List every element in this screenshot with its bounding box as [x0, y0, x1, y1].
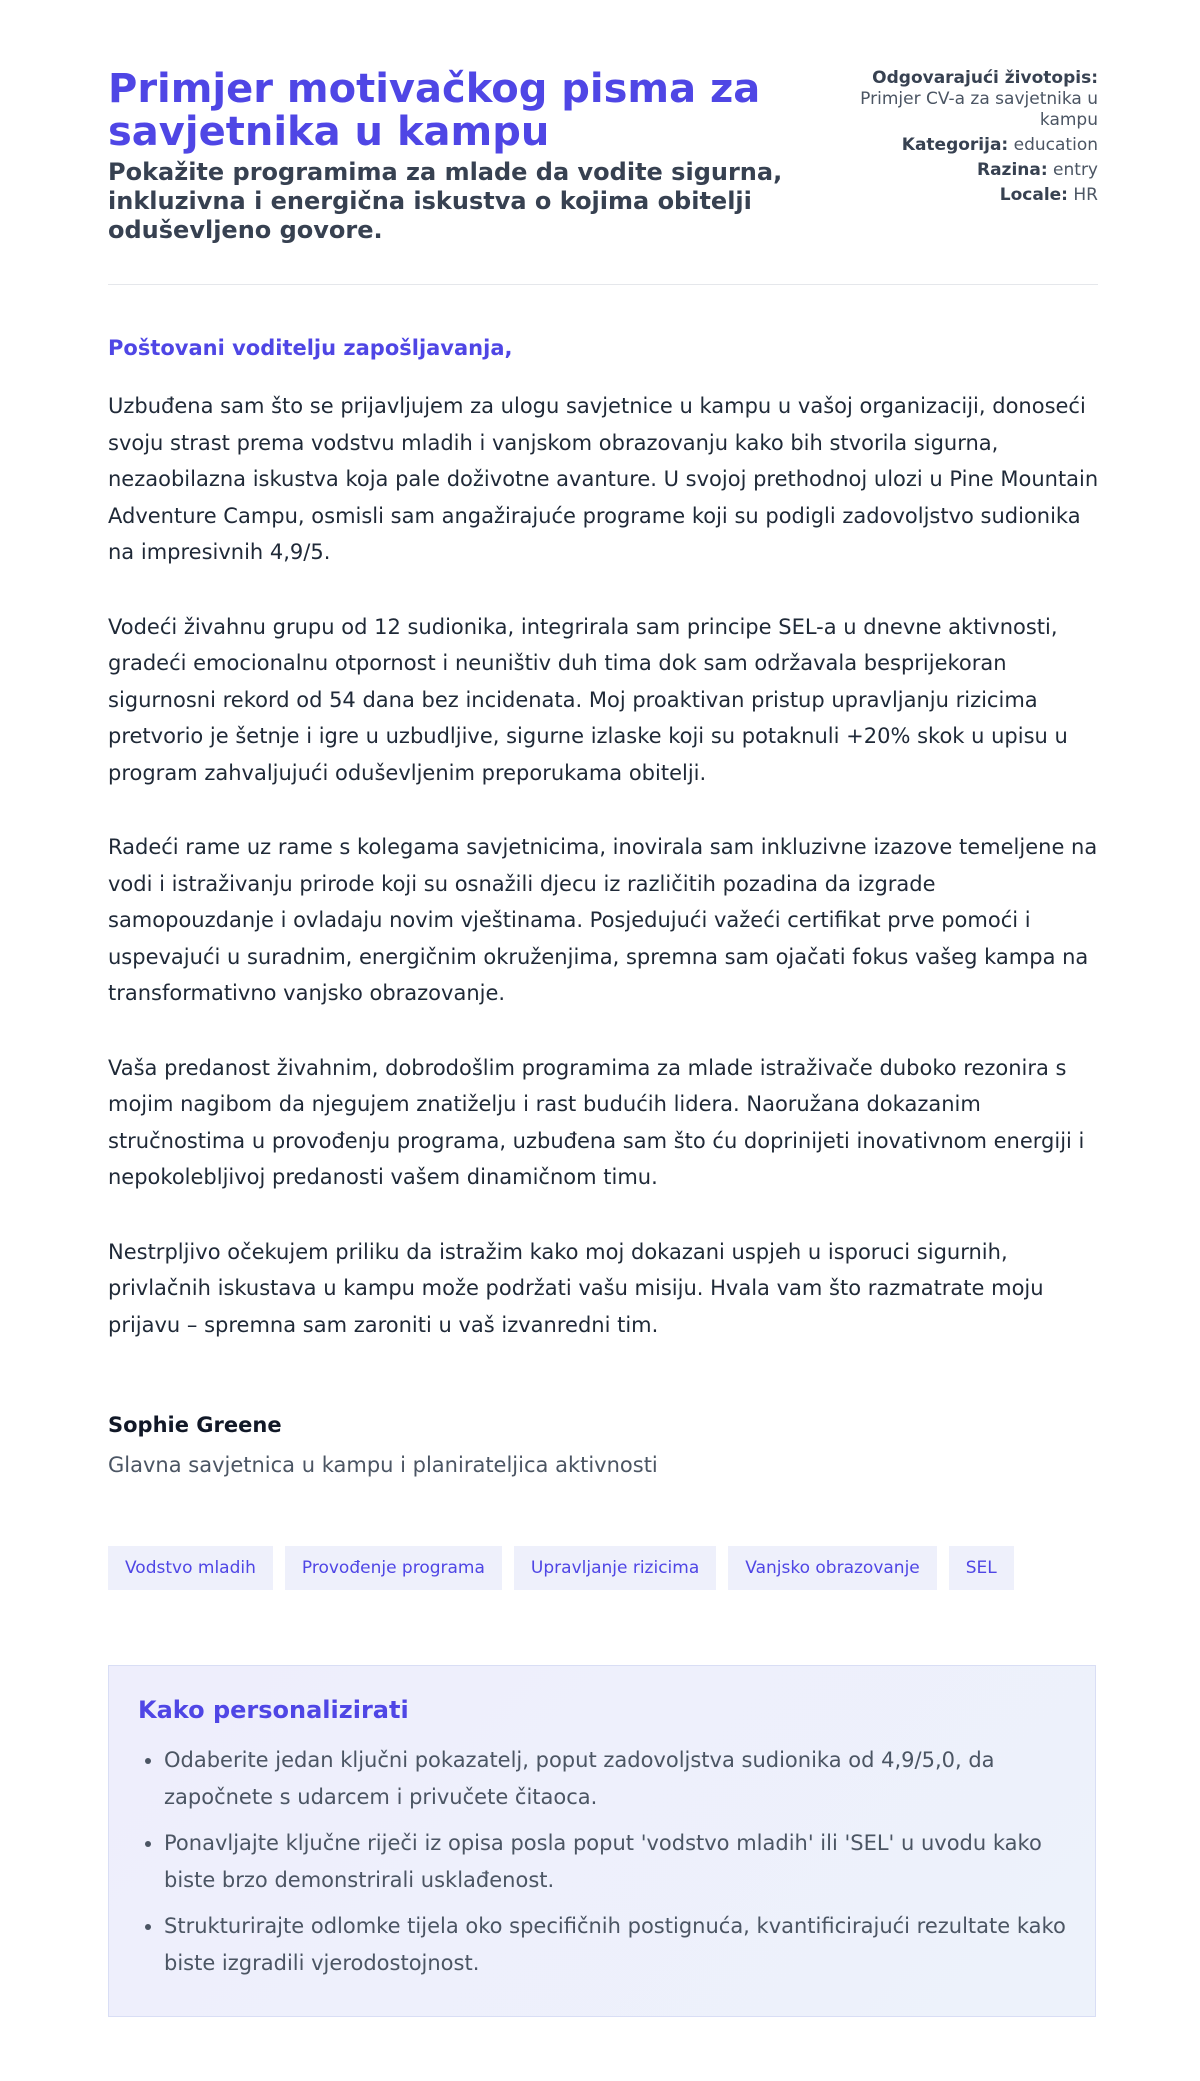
signature-block: [108, 1413, 658, 1477]
skill-tag: Vanjsko obrazovanje: [728, 1546, 936, 1590]
meta-cv-value: Primjer CV-a za savjetnika u kampu: [860, 89, 1098, 130]
personalization-tips-box: [108, 1665, 1096, 2017]
header-divider: [108, 284, 1098, 285]
skill-tag: SEL: [949, 1546, 1014, 1590]
meta-category-value: education: [1013, 135, 1098, 155]
skill-tag: Vodstvo mladih: [108, 1546, 273, 1590]
tip-item: • Odaberite jedan ključni pokazatelj, poput zadovoljstva sudionika od 4,9/5,0, da započnete s udarcem i privučete čitaoca.: [164, 1742, 1066, 1815]
meta-category-label: Kategorija:: [901, 135, 1009, 155]
meta-level: [838, 160, 1098, 181]
meta-level-value: entry: [1053, 160, 1098, 180]
letter-paragraph: Uzbuđena sam što se prijavljujem za ulogu savjetnice u kampu u vašoj organizaciji, donoseći svoju strast prema vodstvu mladih i vanjskom obrazovanju kako bih stvorila sigurna, nezaobilazna iskustva koja pale doživotne avanture. U svojoj prethodnoj ulozi u Pine Mountain Adventure Campu, osmisli sam angažirajuće programe koji su podigli zadovoljstvo sudionika na impresivnih 4,9/5.: [108, 394, 1099, 564]
page-header: [108, 68, 1098, 245]
meta-cv-label: Odgovarajući životopis:: [872, 68, 1098, 88]
tips-list: [138, 1742, 1066, 1981]
page-title: Primjer motivačkog pisma za savjetnika u kampu: [108, 66, 761, 155]
skill-tag: Provođenje programa: [285, 1546, 502, 1590]
skill-tags: [108, 1546, 1014, 1590]
letter-greeting: Poštovani voditelju zapošljavanja,: [108, 336, 513, 360]
letter-paragraph: Vaša predanost živahnim, dobrodošlim programima za mlade istraživače duboko rezonira s mojim nagibom da njegujem znatiželju i rast budućih lidera. Naoružana dokazanim stručnostima u provođenju programa, uzbuđena sam što ću doprinijeti inovativnom energiji i nepokolebljivoj predanosti vašem dinamičnom timu.: [108, 1055, 1085, 1189]
letter-body: [108, 388, 1100, 1381]
signer-name: Sophie Greene: [108, 1413, 282, 1437]
meta-locale-value: HR: [1073, 185, 1098, 205]
meta-category: [838, 135, 1098, 156]
page-subtitle: Pokažite programima za mlade da vodite sigurna, inkluzivna i energična iskustva o kojima obitelji oduševljeno govore.: [108, 158, 783, 244]
metadata-panel: [838, 68, 1098, 210]
meta-locale: [838, 185, 1098, 206]
signer-role: Glavna savjetnica u kampu i planirateljica aktivnosti: [108, 1453, 658, 1477]
meta-locale-label: Locale:: [999, 185, 1068, 205]
skill-tag: Upravljanje rizicima: [514, 1546, 716, 1590]
meta-matching-cv: [838, 68, 1098, 131]
tip-item: • Ponavljajte ključne riječi iz opisa posla poput 'vodstvo mladih' ili 'SEL' u uvodu kako biste brzo demonstrirali usklađenost.: [164, 1825, 1066, 1898]
letter-paragraph: Nestrpljivo očekujem priliku da istražim kako moj dokazani uspjeh u isporuci sigurnih, privlačnih iskustava u kampu može podržati vašu misiju. Hvala vam što razmatrate moju prijavu – spremna sam zaroniti u vaš izvanredni tim.: [108, 1239, 1044, 1337]
letter-paragraph: Vodeći živahnu grupu od 12 sudionika, integrirala sam principe SEL-a u dnevne aktivnosti, gradeći emocionalnu otpornost i neuništiv duh tima dok sam održavala besprijekoran sigurnosni rekord od 54 dana bez incidenata. Moj proaktivan pristup upravljanju rizicima pretvorio je šetnje i igre u uzbudljive, sigurne izlaske koji su potaknuli +20% skok u upisu u program zahvaljujući oduševljenim preporukama obitelji.: [108, 614, 1068, 785]
tip-item: • Strukturirajte odlomke tijela oko specifičnih postignuća, kvantificirajući rezultate kako biste izgradili vjerodostojnost.: [164, 1908, 1066, 1981]
meta-level-label: Razina:: [976, 160, 1048, 180]
tips-heading: Kako personalizirati: [138, 1696, 409, 1724]
letter-paragraph: Radeći rame uz rame s kolegama savjetnicima, inovirala sam inkluzivne izazove temeljene na vodi i istraživanju prirode koji su osnažili djecu iz različitih pozadina da izgrade samopouzdanje i ovladaju novim vještinama. Posjedujući važeći certifikat prve pomoći i uspevajući u suradnim, energičnim okruženjima, spremna sam ojačati fokus vašeg kampa na transformativno vanjsko obrazovanje.: [108, 835, 1098, 1005]
